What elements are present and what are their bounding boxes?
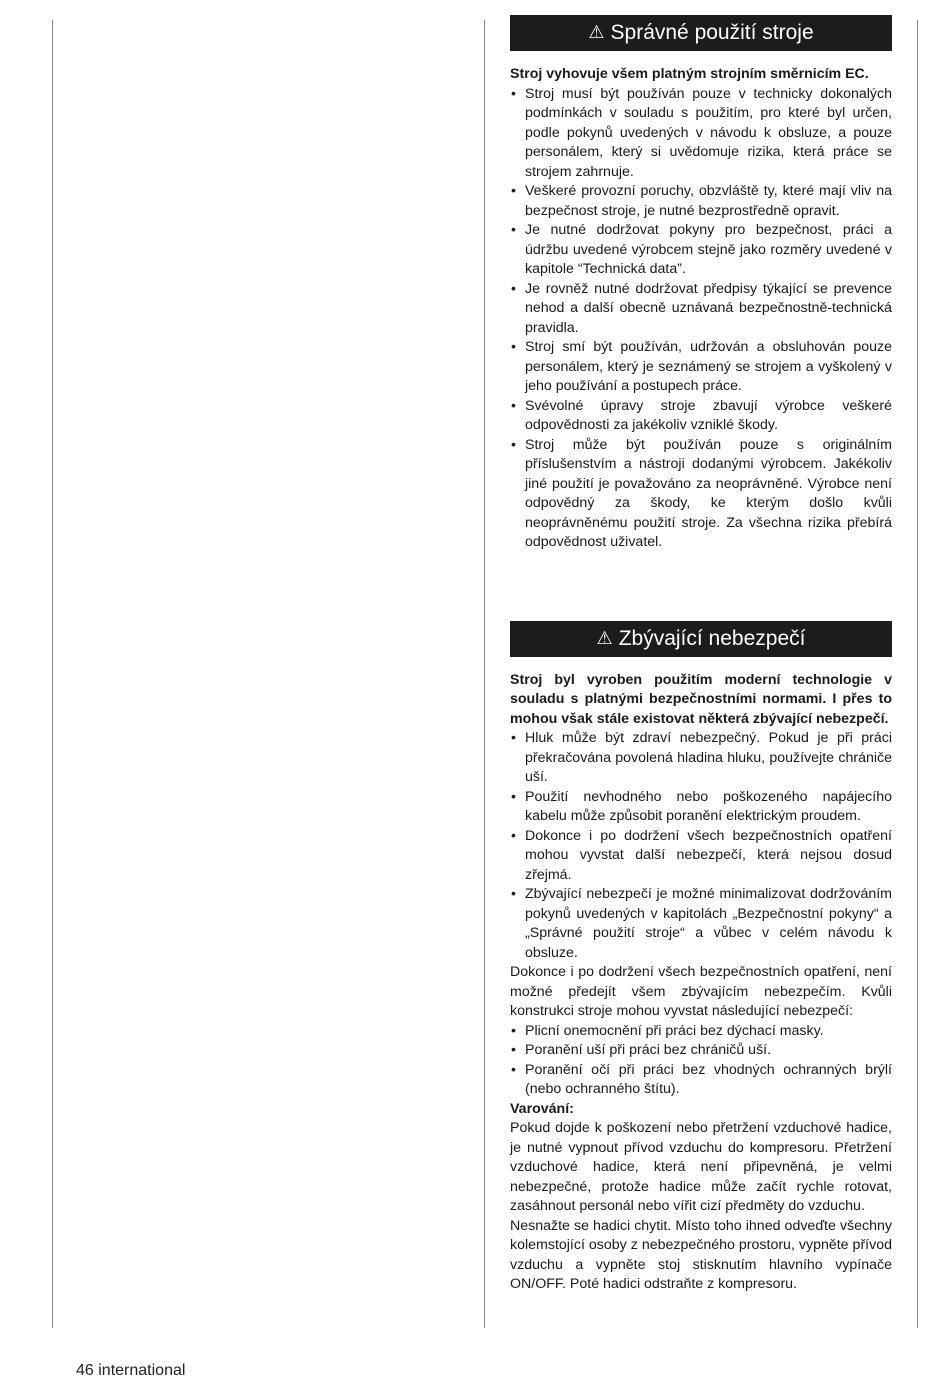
- list-item: • Poranění očí při práci bez vhodných ochranných brýlí (nebo ochranného štítu).: [510, 1061, 892, 1100]
- list-item: • Poranění uší při práci bez chráničů uší.: [510, 1041, 892, 1061]
- warning-text: Pokud dojde k poškození nebo přetržení vzduchové hadice, je nutné vypnout přívod vzduchu do kompresoru. Přetržení vzduchové hadice, která není připevněná, je velmi nebezpečné, protože hadice může začít rychle rotovat, zasáhnout personál nebo vířit cizí předměty do vzduchu.: [510, 1120, 892, 1214]
- list-item: • Svévolné úpravy stroje zbavují výrobce veškeré odpovědnosti za jakékoliv vzniklé škody.: [510, 397, 892, 436]
- right-text-column: [510, 15, 892, 1295]
- list-item: • Stroj smí být používán, udržován a obsluhován pouze personálem, který je seznámený se strojem a vyškolený v jeho používání a postupech práce.: [510, 338, 892, 397]
- section-heading-text: Správné použití stroje: [610, 21, 814, 45]
- list-item: • Stroj může být používán pouze s originálním příslušenstvím a nástroji dodanými výrobcem. Jakékoliv jiné použití je považováno za neoprávněné. Výrobce není odpovědný za škody, ke kterým došlo kvůli neoprávněnému použití stroje. Za všechna rizika přebírá odpovědnost uživatel.: [510, 436, 892, 553]
- warning-text: Nesnažte se hadici chytit. Místo toho ihned odveďte všechny kolemstojící osoby z nebezpečného prostoru, vypněte přívod vzduchu a vypněte stoj stisknutím hlavního vypínače ON/OFF. Poté hadici odstraňte z kompresoru.: [510, 1217, 892, 1292]
- section-intro: Stroj vyhovuje všem platným strojním směrnicím EC.: [510, 66, 869, 82]
- warning-triangle-icon: ⚠: [588, 22, 605, 43]
- warning-triangle-icon: ⚠: [596, 627, 613, 648]
- list-item: • Hluk může být zdraví nebezpečný. Pokud je při práci překračována povolená hladina hluku, používejte chrániče uší.: [510, 729, 892, 788]
- bullet-list: [510, 85, 892, 553]
- right-column-rule: [917, 20, 918, 1328]
- list-item: • Plicní onemocnění při práci bez dýchací masky.: [510, 1022, 892, 1042]
- list-item: • Dokonce i po dodržení všech bezpečnostních opatření mohou vyvstat další nebezpečí, která nejsou dosud zřejmá.: [510, 827, 892, 886]
- center-column-rule: [484, 20, 485, 1328]
- list-item: • Použití nevhodného nebo poškozeného napájecího kabelu může způsobit poranění elektrickým proudem.: [510, 788, 892, 827]
- left-column-rule: [52, 20, 53, 1328]
- section-correct-use: [510, 15, 892, 553]
- list-item: • Je nutné dodržovat pokyny pro bezpečnost, práci a údržbu uvedené výrobcem stejně jako rozměry uvedené v kapitole “Technická data”.: [510, 221, 892, 280]
- list-item: • Je rovněž nutné dodržovat předpisy týkající se prevence nehod a další obecně uznávaná bezpečnostně-technická pravidla.: [510, 280, 892, 339]
- section-heading: [510, 621, 892, 657]
- bullet-list: [510, 1022, 892, 1100]
- warning-label: Varování:: [510, 1100, 574, 1117]
- list-item: • Veškeré provozní poruchy, obzvláště ty, které mají vliv na bezpečnost stroje, je nutné bezprostředně opravit.: [510, 182, 892, 221]
- body-paragraph: Dokonce i po dodržení všech bezpečnostních opatření, není možné předejít všem zbývajícím nebezpečím. Kvůli konstrukci stroje mohou vyvstat následující nebezpečí:: [510, 964, 892, 1019]
- section-intro: Stroj byl vyroben použitím moderní technologie v souladu s platnými bezpečnostními normami. I přes to mohou však stále existovat některá zbývající nebezpečí.: [510, 671, 892, 727]
- list-item: • Stroj musí být používán pouze v technicky dokonalých podmínkách v souladu s použitím, pro které byl určen, podle pokynů uvedených v návodu k obsluze, a pouze personálem, který si uvědomuje rizika, která práce se strojem zahrnuje.: [510, 85, 892, 183]
- page-number-footer: 46 international: [76, 1362, 186, 1379]
- section-residual-risks: [510, 621, 892, 1295]
- section-heading: [510, 15, 892, 51]
- bullet-list: [510, 729, 892, 963]
- list-item: • Zbývající nebezpečí je možné minimalizovat dodržováním pokynů uvedených v kapitolách „Bezpečnostní pokyny“ a „Správné použití stroje“ a vůbec v celém návodu k obsluze.: [510, 885, 892, 963]
- section-heading-text: Zbývající nebezpečí: [618, 626, 806, 650]
